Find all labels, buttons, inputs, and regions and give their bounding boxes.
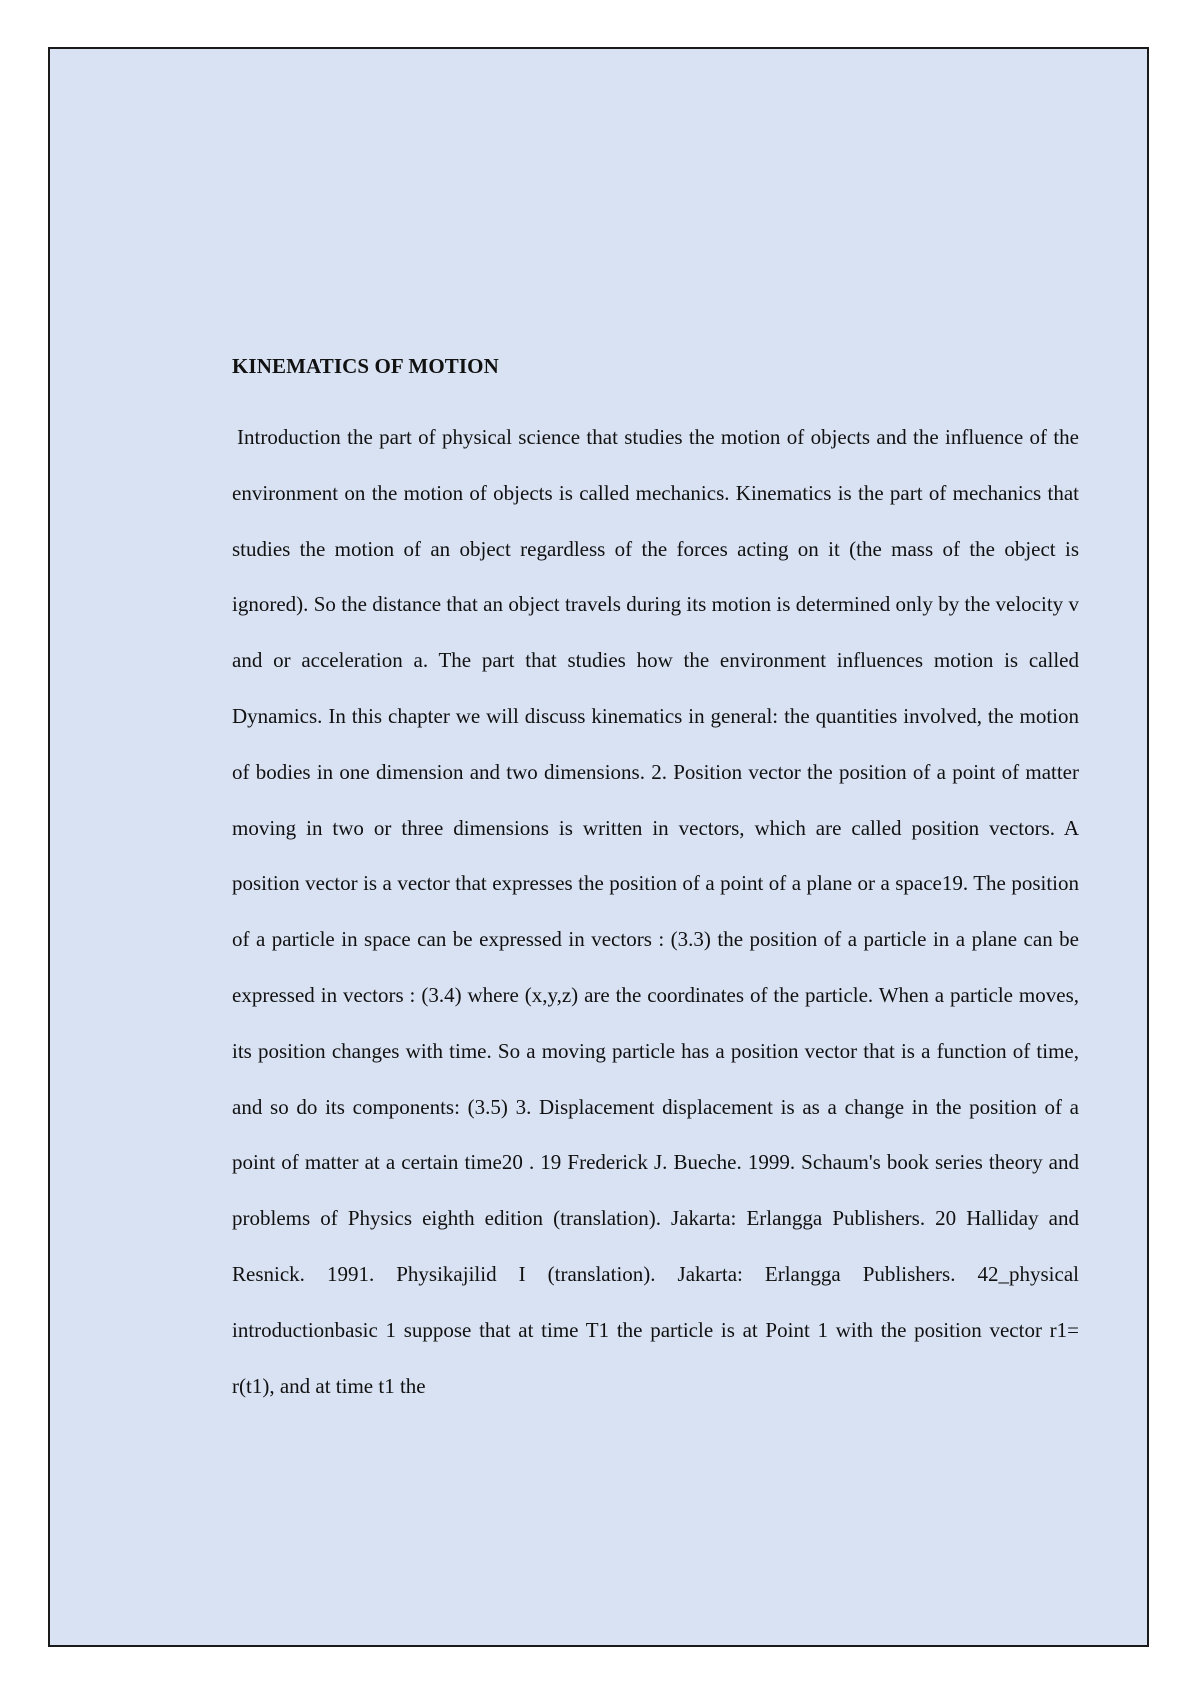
document-page xyxy=(48,47,1149,1647)
document-content xyxy=(232,344,1079,1414)
document-heading: KINEMATICS OF MOTION xyxy=(232,354,499,378)
document-body-paragraph: Introduction the part of physical science that studies the motion of objects and the influence of the environment on the motion of objects is called mechanics. Kinematics is the part of mechanics that studies the motion of an object regardless of the forces acting on it (the mass of the object is ignored). So the distance that an object travels during its motion is determined only by the velocity v and or acceleration a. The part that studies how the environment influences motion is called Dynamics. In this chapter we will discuss kinematics in general: the quantities involved, the motion of bodies in one dimension and two dimensions. 2. Position vector the position of a point of matter moving in two or three dimensions is written in vectors, which are called position vectors. A position vector is a vector that expresses the position of a point of a plane or a space19. The position of a particle in space can be expressed in vectors : (3.3) the position of a particle in a plane can be expressed in vectors : (3.4) where (x,y,z) are the coordinates of the particle. When a particle moves, its position changes with time. So a moving particle has a position vector that is a function of time, and so do its components: (3.5) 3. Displacement displacement is as a change in the position of a point of matter at a certain time20 . 19 Frederick J. Bueche. 1999. Schaum's book series theory and problems of Physics eighth edition (translation). Jakarta: Erlangga Publishers. 20 Halliday and Resnick. 1991. Physikajilid I (translation). Jakarta: Erlangga Publishers. 42_physical introductionbasic 1 suppose that at time T1 the particle is at Point 1 with the position vector r1= r(t1), and at time t1 the xyxy=(232,425,1079,1398)
